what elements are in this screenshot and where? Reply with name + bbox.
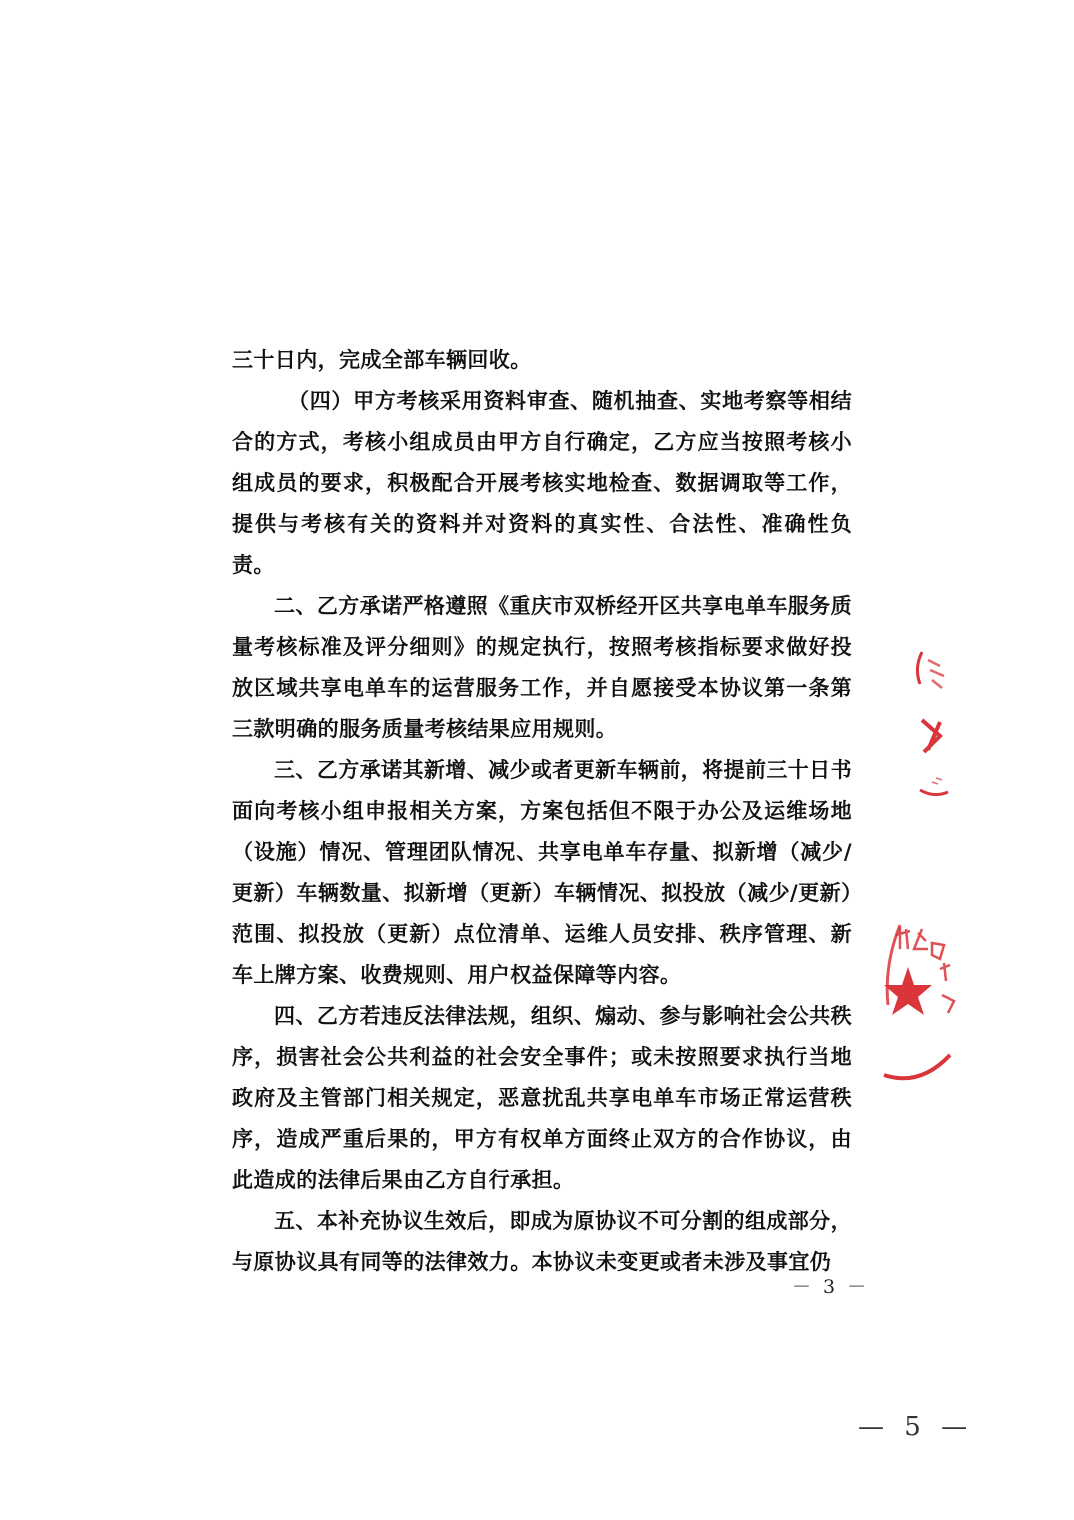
paragraph-2: （四）甲方考核采用资料审查、随机抽查、实地考察等相结合的方式，考核小组成员由甲方自行确定，乙方应当按照考核小组成员的要求，积极配合开展考核实地检查、数据调取等工作，提供与考核有关的资料并对资料的真实性、合法性、准确性负责。: [232, 389, 852, 577]
inner-page-number: － 3 －: [792, 1276, 870, 1298]
seal-fragment-bottom-icon: [870, 905, 960, 1095]
paragraph-4: 三、乙方承诺其新增、减少或者更新车辆前，将提前三十日书面向考核小组申报相关方案，方案包括但不限于办公及运维场地（设施）情况、管理团队情况、共享电单车存量、拟新增（减少/更新）车辆数量、拟新增（更新）车辆情况、拟投放（减少/更新）范围、拟投放（更新）点位清单、运维人员安排、秩序管理、新车上牌方案、收费规则、用户权益保障等内容。: [232, 758, 852, 987]
document-body: [232, 340, 852, 1283]
paragraph-6: 五、本补充协议生效后，即成为原协议不可分割的组成部分，与原协议具有同等的法律效力。本协议未变更或者未涉及事宜仍: [232, 1209, 852, 1274]
paragraph-1: 三十日内，完成全部车辆回收。: [232, 348, 532, 372]
paragraph-3: 二、乙方承诺严格遵照《重庆市双桥经开区共享电单车服务质量考核标准及评分细则》的规定执行，按照考核指标要求做好投放区域共享电单车的运营服务工作，并自愿接受本协议第一条第三款明确的服务质量考核结果应用规则。: [232, 594, 852, 741]
seal-fragment-top-icon: [900, 640, 960, 830]
paragraph-5: 四、乙方若违反法律法规，组织、煽动、参与影响社会公共秩序，损害社会公共利益的社会安全事件；或未按照要求执行当地政府及主管部门相关规定，恶意扰乱共享电单车市场正常运营秩序，造成严重后果的，甲方有权单方面终止双方的合作协议，由此造成的法律后果由乙方自行承担。: [232, 1004, 852, 1192]
outer-page-number: — 5 —: [858, 1412, 974, 1442]
